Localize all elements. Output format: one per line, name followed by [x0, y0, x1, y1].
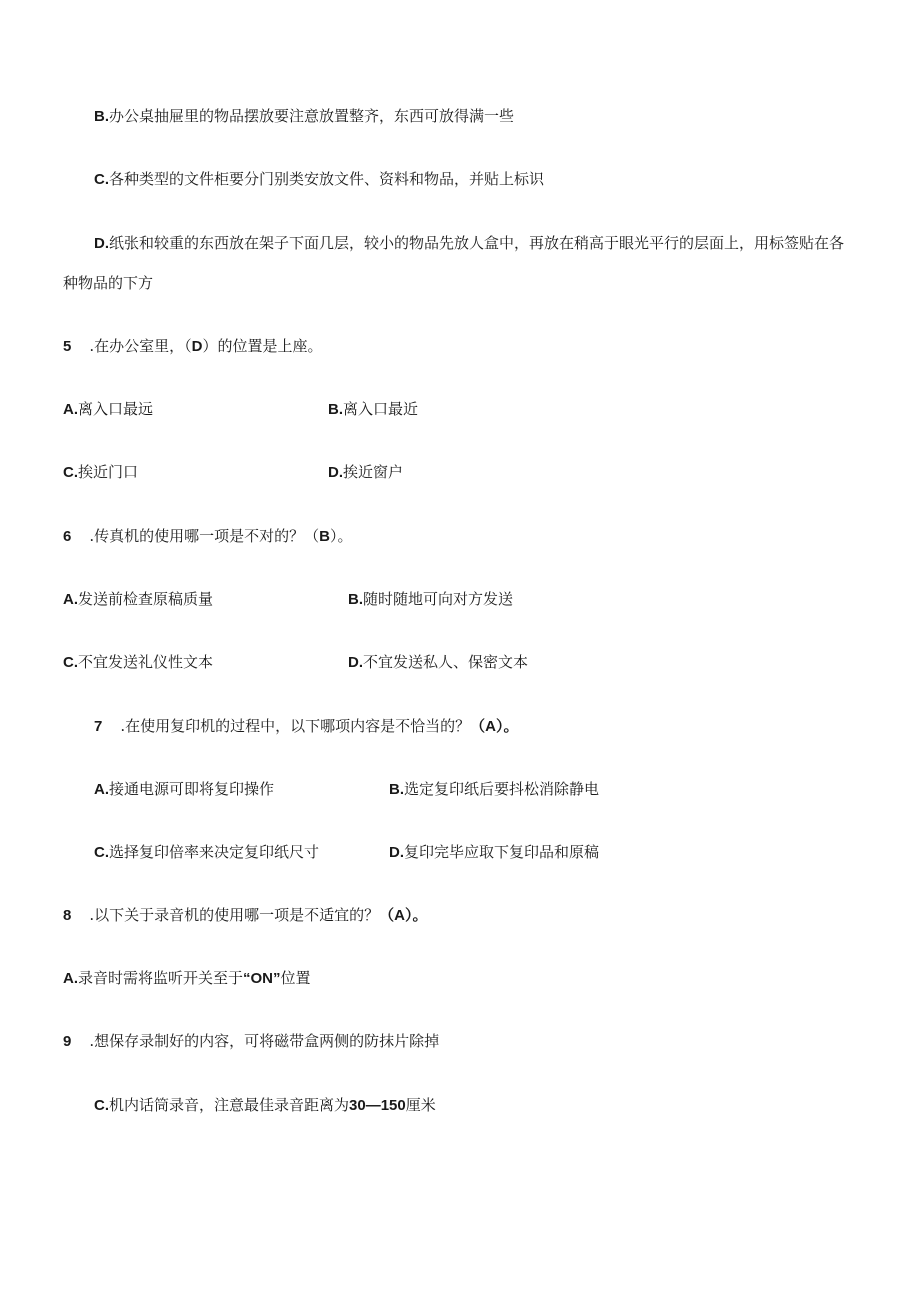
- option-q6-d: [348, 652, 528, 673]
- question-number: 6: [63, 528, 72, 545]
- option-label: D.: [328, 464, 343, 481]
- question-text: .以下关于录音机的使用哪一项是不适宜的？: [89, 906, 380, 924]
- option-q4-d: [94, 233, 844, 254]
- option-q4-d-continued: [63, 273, 153, 293]
- option-text: 复印完毕应取下复印品和原稿: [404, 843, 600, 861]
- option-text-bold: 30—150: [349, 1097, 406, 1114]
- option-label: D.: [348, 654, 363, 671]
- option-q6-c: [63, 652, 213, 673]
- option-label: A.: [63, 591, 78, 608]
- option-text-bold: “ON”: [243, 970, 281, 987]
- option-q5-a: [63, 399, 153, 420]
- question-9: [63, 1031, 439, 1052]
- question-8: [63, 905, 427, 926]
- option-q6-a: [63, 589, 213, 610]
- question-number: 5: [63, 338, 72, 355]
- question-number: 9: [63, 1033, 72, 1050]
- option-label: B.: [328, 401, 343, 418]
- option-label: C.: [63, 464, 78, 481]
- option-label: D.: [389, 844, 404, 861]
- option-label: C.: [94, 1097, 109, 1114]
- option-label: D.: [94, 235, 109, 252]
- option-text: 接通电源可即将复印操作: [109, 780, 275, 798]
- option-text: 挨近门口: [78, 463, 139, 481]
- question-number: 8: [63, 907, 72, 924]
- option-label: A.: [63, 970, 78, 987]
- option-q5-d: [328, 462, 403, 483]
- option-label: C.: [94, 844, 109, 861]
- option-text: 纸张和较重的东西放在架子下面几层，较小的物品先放人盒中，再放在稍高于眼光平行的层面上，用标签贴在各: [109, 234, 845, 252]
- question-number: 7: [94, 718, 103, 735]
- option-label: B.: [348, 591, 363, 608]
- option-label: B.: [94, 108, 109, 125]
- question-answer: （A）。: [470, 718, 519, 735]
- option-label: B.: [389, 781, 404, 798]
- option-text: 随时随地可向对方发送: [363, 590, 514, 608]
- option-text: 办公桌抽屉里的物品摆放要注意放置整齐，东西可放得满一些: [109, 107, 515, 125]
- option-text: 离入口最近: [343, 400, 419, 418]
- question-7: [94, 716, 518, 737]
- option-text-end: 厘米: [405, 1096, 436, 1114]
- option-text-end: 位置: [280, 969, 311, 987]
- question-text: .想保存录制好的内容，可将磁带盒两侧的防抹片除掉: [89, 1032, 440, 1050]
- question-text: .在办公室里，（: [89, 337, 192, 355]
- option-q9-c: [94, 1095, 436, 1116]
- option-text: 选定复印纸后要抖松消除静电: [404, 780, 600, 798]
- option-q7-c: [94, 842, 319, 863]
- option-label: C.: [63, 654, 78, 671]
- question-text: .传真机的使用哪一项是不对的？（: [89, 527, 320, 545]
- option-label: A.: [94, 781, 109, 798]
- option-text: 各种类型的文件柜要分门别类安放文件、资料和物品，并贴上标识: [109, 170, 545, 188]
- option-text: 不宜发送私人、保密文本: [363, 653, 529, 671]
- option-text: 选择复印倍率来决定复印纸尺寸: [109, 843, 320, 861]
- option-q5-c: [63, 462, 138, 483]
- question-answer: B: [319, 528, 330, 545]
- option-text: 录音时需将监听开关至于: [78, 969, 244, 987]
- question-text: .在使用复印机的过程中，以下哪项内容是不恰当的？: [120, 717, 471, 735]
- option-q4-c: [94, 169, 544, 190]
- option-q8-a: [63, 968, 311, 989]
- question-answer: D: [191, 338, 203, 355]
- option-text: 发送前检查原稿质量: [78, 590, 214, 608]
- option-text-continued: 种物品的下方: [63, 274, 154, 292]
- option-q6-b: [348, 589, 513, 610]
- question-6: [63, 526, 352, 547]
- option-q7-a: [94, 779, 274, 800]
- option-q4-b: [94, 106, 514, 127]
- option-q7-d: [389, 842, 599, 863]
- question-text-end: ）。: [329, 527, 353, 545]
- question-5: [63, 336, 322, 357]
- option-text: 离入口最远: [78, 400, 154, 418]
- option-q5-b: [328, 399, 418, 420]
- question-answer: （A）。: [379, 907, 428, 924]
- option-text: 不宜发送礼仪性文本: [78, 653, 214, 671]
- option-label: A.: [63, 401, 78, 418]
- option-text: 机内话筒录音，注意最佳录音距离为: [109, 1096, 350, 1114]
- option-label: C.: [94, 171, 109, 188]
- option-q7-b: [389, 779, 599, 800]
- question-text-end: ）的位置是上座。: [202, 337, 323, 355]
- option-text: 挨近窗户: [343, 463, 404, 481]
